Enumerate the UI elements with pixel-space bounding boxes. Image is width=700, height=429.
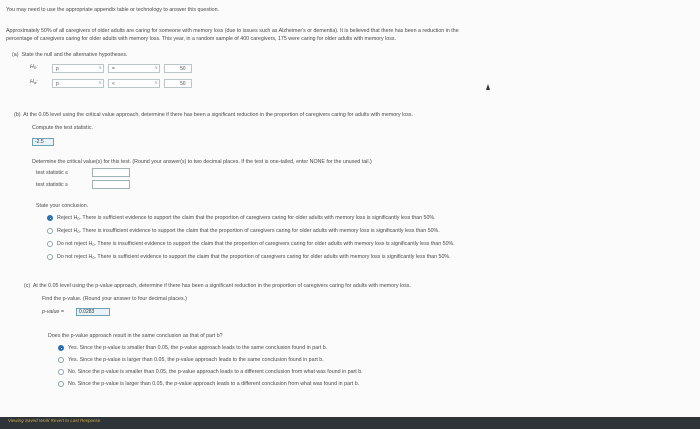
part-b-label: (b) At the 0.05 level using the critical value approach, determine if there has been a significant reduction in the proportion of caregivers caring for adults with memory loss. [14, 112, 413, 118]
test-statistic-input[interactable]: -2.5 [32, 138, 54, 146]
radio-button[interactable] [47, 241, 53, 247]
ha-parameter-select[interactable]: p ∨ [52, 79, 104, 88]
radio-button[interactable] [58, 381, 64, 387]
h0-parameter-select[interactable]: p ∨ [52, 64, 104, 73]
conclusion-option-label: Reject $H_0$. There is sufficient evidence to support the claim that the proportion of caregivers caring for older adults with memory loss is significantly less than 50%. [57, 215, 436, 221]
find-pvalue-label: Find the p-value. (Round your answer to four decimal places.) [42, 296, 187, 302]
comparison-option-label: No. Since the p-value is smaller than 0.05, the p-value approach leads to a different conclusion from what was found in part b. [68, 369, 363, 375]
problem-line-2: percentage of caregivers caring for older adults with memory loss. This year, in a random sample of 400 caregivers, 175 were caring for older adults with memory loss. [6, 36, 396, 42]
conclusion-option-label: Do not reject $H_0$. There is sufficient evidence to support the claim that the proportion of caregivers caring for older adults with memory loss is significantly less than 50%. [57, 254, 451, 260]
critical-low-input[interactable] [92, 168, 130, 177]
pvalue-label: p-value = [42, 309, 64, 315]
critical-low-label: test statistic ≤ [36, 170, 69, 176]
radio-button[interactable] [58, 345, 64, 351]
radio-button[interactable] [58, 369, 64, 375]
radio-button[interactable] [47, 228, 53, 234]
critical-high-label: test statistic ≥ [36, 182, 69, 188]
conclusion-option-label: Do not reject $H_0$. There is insufficient evidence to support the claim that the proportion of caregivers caring for older adults with memory loss is significantly less than 50%. [57, 241, 455, 247]
h0-value-input[interactable]: 50 [164, 64, 192, 73]
ha-label: $H_a$: [30, 79, 38, 85]
part-c-label: (c) At the 0.05 level using the p-value approach, determine if there has been a significant reduction in the proportion of caregivers caring for adults with memory loss. [24, 283, 411, 289]
part-b-prompt: At the 0.05 level using the critical value approach, determine if there has been a significant reduction in the proportion of caregivers caring for adults with memory loss. [23, 112, 413, 118]
compute-statistic-label: Compute the test statistic. [32, 125, 93, 131]
ha-value-input[interactable]: 50 [164, 79, 192, 88]
instruction-text: You may need to use the appropriate appendix table or technology to answer this question. [6, 7, 220, 13]
conclusion-option-label: Reject $H_0$. There is insufficient evidence to support the claim that the proportion of caregivers caring for older adults with memory loss is significantly less than 50%. [57, 228, 440, 234]
radio-button[interactable] [58, 357, 64, 363]
comparison-option-label: Yes. Since the p-value is smaller than 0.05, the p-value approach leads to the same conclusion found in part b. [68, 345, 328, 351]
critical-high-input[interactable] [92, 180, 130, 189]
problem-line-1: Approximately 50% of all caregivers of older adults are caring for someone with memory loss (due to issues such as Alzheimer's or dementia). It is believed that there has been a reduction in the [6, 28, 459, 34]
pvalue-input[interactable]: 0.0283 [76, 308, 110, 316]
part-c-prompt: At the 0.05 level using the p-value approach, determine if there has been a significant reduction in the proportion of caregivers caring for adults with memory loss. [32, 283, 411, 289]
same-conclusion-question: Does the p-value approach result in the same conclusion as that of part b? [48, 333, 223, 339]
radio-button[interactable] [47, 215, 53, 221]
mouse-cursor-icon [486, 84, 490, 90]
comparison-option-label: No. Since the p-value is larger than 0.05, the p-value approach leads to a different conclusion from what was found in part b. [68, 381, 360, 387]
comparison-option-label: Yes. Since the p-value is larger than 0.05, the p-value approach leads to the same conclusion found in part b. [68, 357, 324, 363]
bottom-status-bar [0, 417, 700, 429]
h0-label: $H_0$: [30, 64, 38, 70]
radio-button[interactable] [47, 254, 53, 260]
saved-work-link[interactable]: Viewing Saved Work Revert to Last Response [8, 418, 101, 423]
ha-relation-select[interactable]: < ∨ [108, 79, 160, 88]
conclusion-label: State your conclusion. [36, 203, 89, 209]
h0-relation-select[interactable]: = ∨ [108, 64, 160, 73]
critical-value-prompt: Determine the critical value(s) for this test. (Round your answer(s) to two decimal places. If the test is one-tailed, enter NONE for the unused tail.) [32, 159, 372, 165]
part-a-label: (a) State the null and the alternative hypotheses. [12, 52, 128, 58]
part-a-prompt: State the null and the alternative hypotheses. [21, 52, 128, 58]
